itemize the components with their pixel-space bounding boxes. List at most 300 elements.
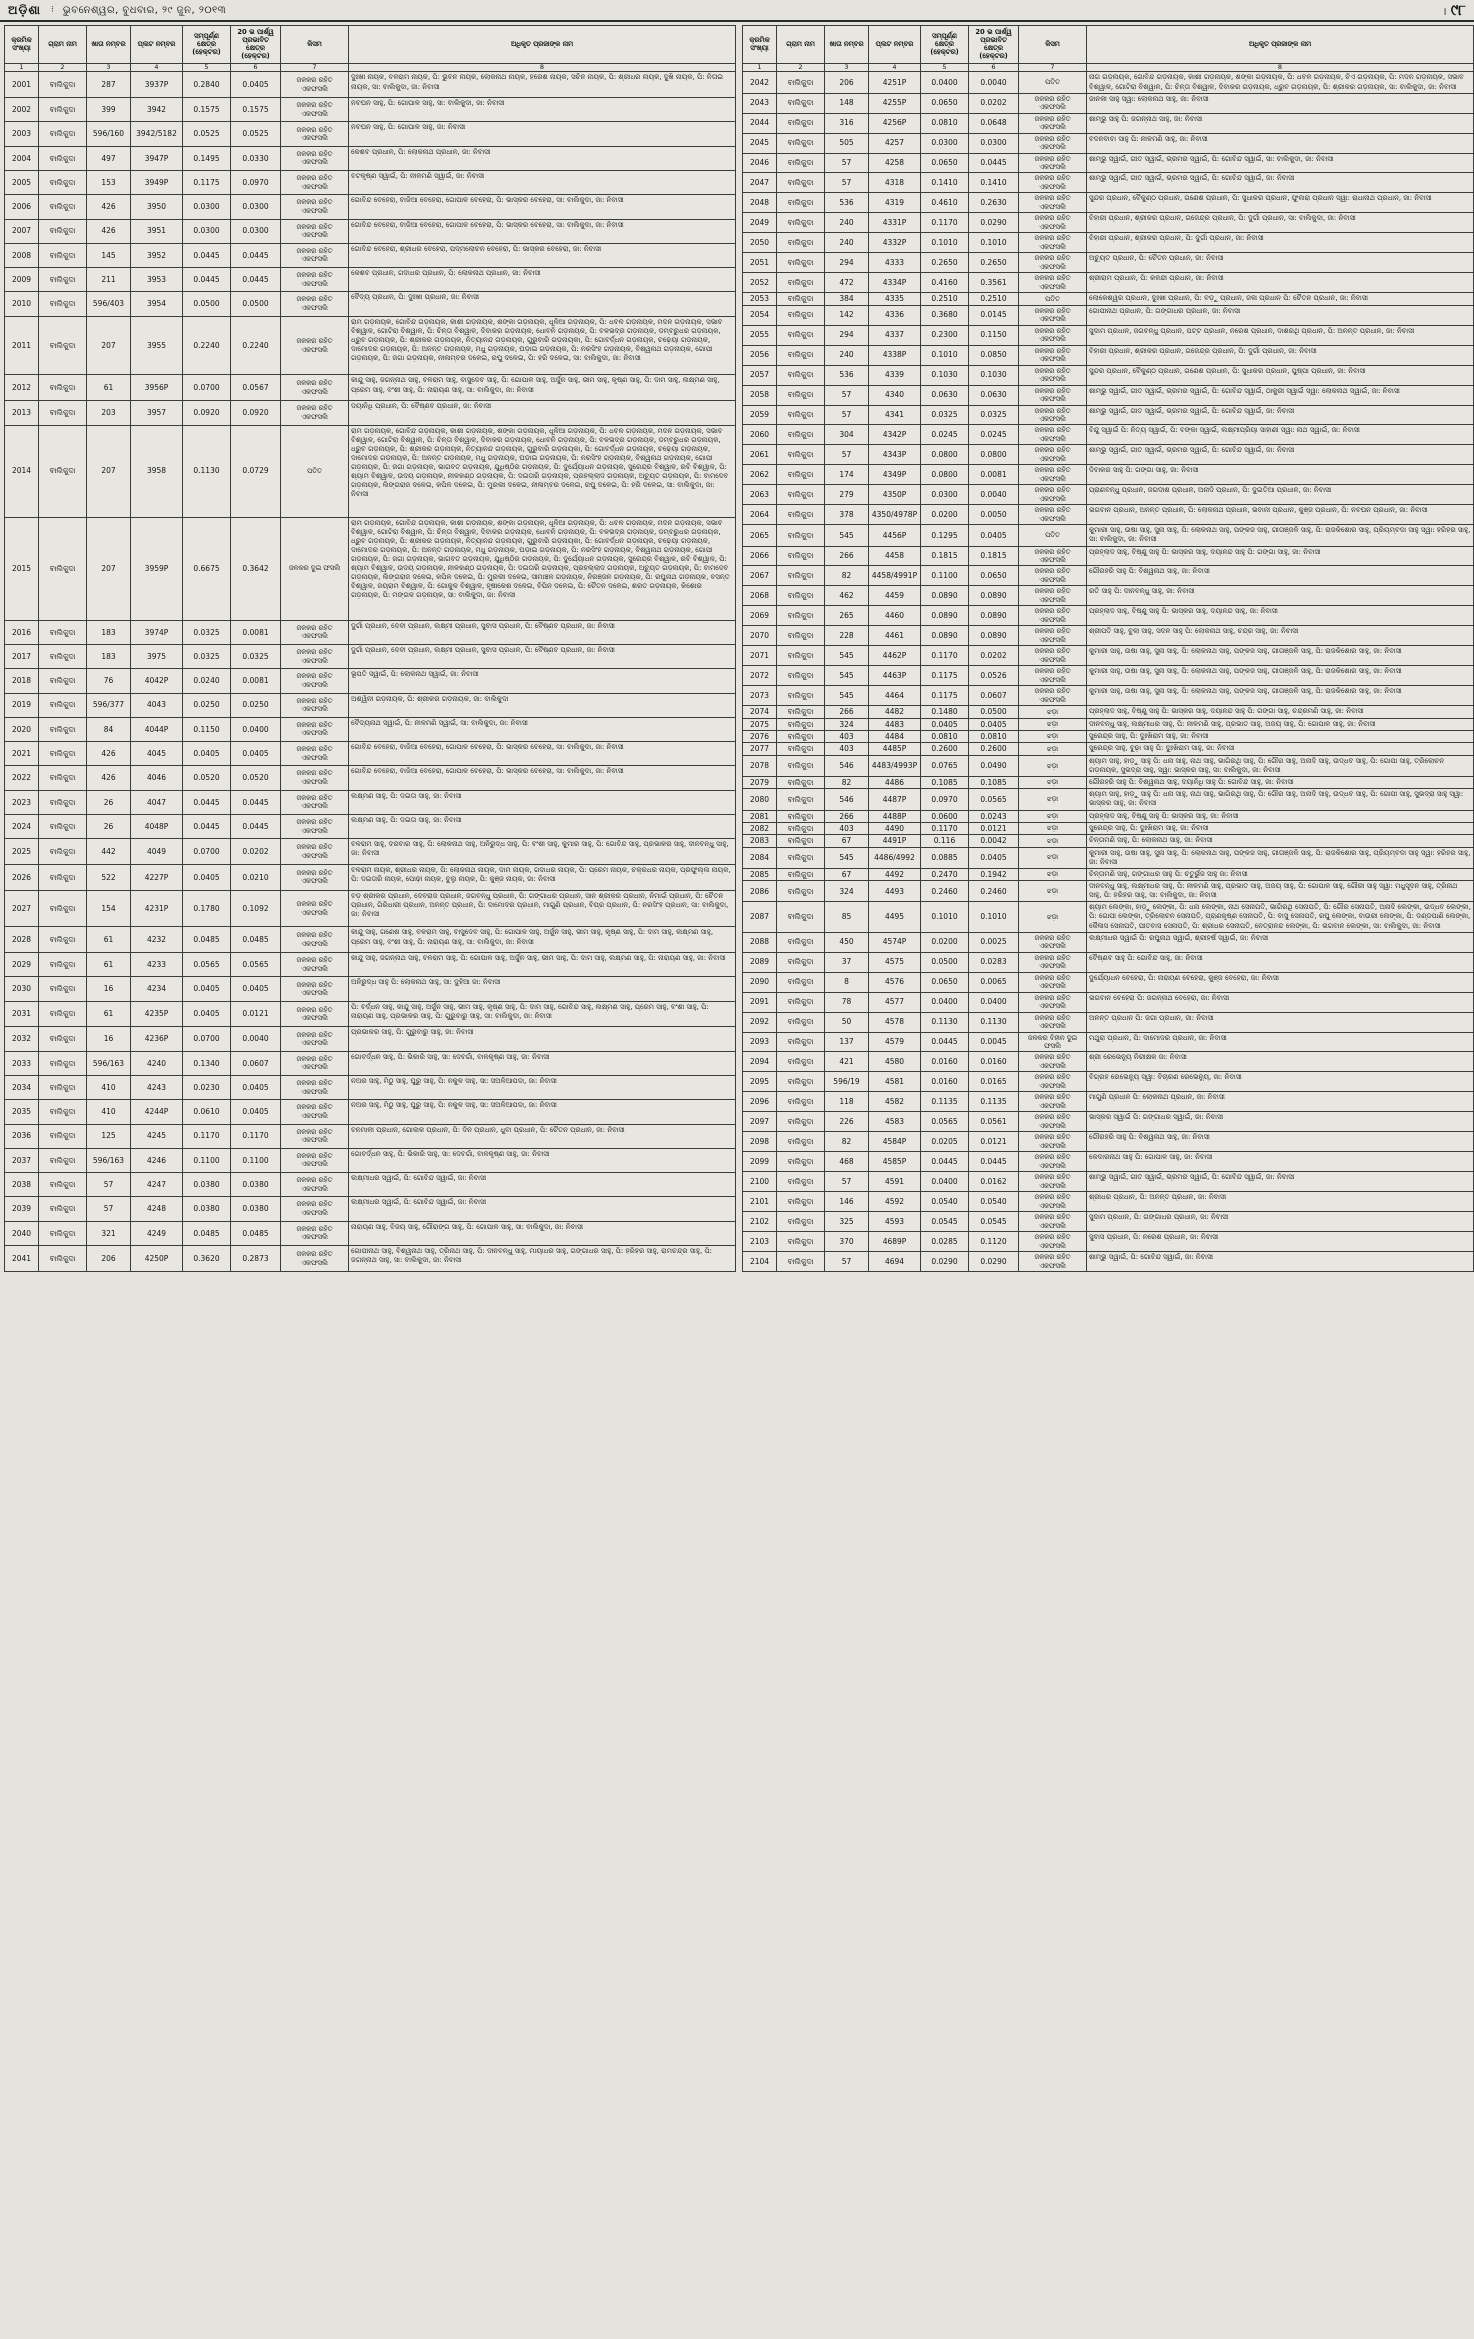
kisam-cell: ଜଳକର ରହିତ ଏକଫସଲି xyxy=(1019,992,1087,1012)
kisam-cell: ଝଡ଼ା xyxy=(1019,822,1087,834)
khata-number-cell: 545 xyxy=(825,525,869,546)
plot-number-cell: 4458/4991P xyxy=(869,566,921,586)
kisam-cell: ଜଳକର ରହିତ ଏକଫସଲି xyxy=(1019,345,1087,365)
khata-number-cell: 410 xyxy=(87,1076,131,1100)
serial-cell: 2086 xyxy=(743,881,777,902)
table-row xyxy=(5,170,736,194)
plot-number-cell: 4249 xyxy=(131,1221,183,1245)
affected-area-cell: 0.1030 xyxy=(969,365,1019,385)
affected-area-cell: 0.0607 xyxy=(231,1051,281,1075)
column-index: 3 xyxy=(87,63,131,72)
total-area-cell: 0.1175 xyxy=(921,666,969,686)
total-area-cell: 0.1030 xyxy=(921,365,969,385)
serial-cell: 2028 xyxy=(5,927,39,953)
khata-number-cell: 76 xyxy=(87,669,131,693)
khata-number-cell: 61 xyxy=(87,953,131,977)
total-area-cell: 0.2600 xyxy=(921,743,969,755)
total-area-cell: 0.0205 xyxy=(921,1132,969,1152)
table-row xyxy=(5,122,736,146)
table-row xyxy=(743,1212,1474,1232)
tenant-names-cell: ଦୁର୍ଗା ପ୍ରଧାନ, ଦେବୀ ପ୍ରଧାନ, ଲକ୍ଷ୍ମୀ ପ୍ରଧାନ, ସୁବାସ ପ୍ରଧାନ, ପି: ବୈଷ୍ଣବ ପ୍ରଧାନ, ଜା: ନିବାସୀ xyxy=(349,645,736,669)
serial-cell: 2002 xyxy=(5,98,39,122)
affected-area-cell: 0.0045 xyxy=(969,1032,1019,1052)
total-area-cell: 0.0970 xyxy=(921,789,969,810)
tenant-names-cell: ଗୋବର୍ଦ୍ଧନ ସାହୁ, ପି: ଭିକାରି ସାହୁ, ସା: ଦେବଗାଁ, ବାଳକୃଷ୍ଣ ସାହୁ, ଜା: ନିବାସୀ xyxy=(349,1148,736,1172)
serial-cell: 2074 xyxy=(743,706,777,718)
affected-area-cell: 0.1085 xyxy=(969,776,1019,788)
village-cell: ବାଲିକୁଦା xyxy=(39,72,87,98)
village-cell: ବାଲିକୁଦା xyxy=(777,1252,825,1272)
kisam-cell: ଜଳକର ରହିତ ଏକଫସଲି xyxy=(1019,465,1087,485)
khata-number-cell: 294 xyxy=(825,325,869,345)
serial-cell: 2100 xyxy=(743,1172,777,1192)
affected-area-cell: 0.0081 xyxy=(231,669,281,693)
serial-cell: 2080 xyxy=(743,789,777,810)
plot-number-cell: 4250P xyxy=(131,1245,183,1271)
tenant-names-cell: ଶ୍ରୀରାମ ପ୍ରଧାନ, ପି: କଳନ୍ଦୀ ପ୍ରଧାନ, ଜା: ନିବାସୀ xyxy=(1087,273,1474,293)
total-area-cell: 0.0300 xyxy=(921,485,969,505)
village-cell: ବାଲିକୁଦା xyxy=(777,822,825,834)
khata-number-cell: 410 xyxy=(87,1100,131,1124)
total-area-cell: 0.2460 xyxy=(921,881,969,902)
total-area-cell: 0.1480 xyxy=(921,706,969,718)
total-area-cell: 0.1340 xyxy=(183,1051,231,1075)
village-cell: ବାଲିକୁଦା xyxy=(39,1051,87,1075)
kisam-cell: ଜଳକର ରହିତ ଏକଫସଲି xyxy=(1019,1052,1087,1072)
tenant-names-cell: ଶାମ୍ଭୁ ସ୍ୱାଇଁ, ଗୀତ ସ୍ୱାଇଁ, ଭ୍ରମର ସ୍ୱାଇଁ, ପି: ଗୋବିନ୍ଦ ସ୍ୱାଇଁ, ଜା: ନିବାସୀ xyxy=(1087,405,1474,425)
plot-number-cell: 4247 xyxy=(131,1173,183,1197)
table-row xyxy=(5,864,736,890)
total-area-cell: 0.2470 xyxy=(921,868,969,880)
table-row xyxy=(5,195,736,219)
serial-cell: 2058 xyxy=(743,385,777,405)
kisam-cell: ଜଳକର ରହିତ ଏକଫସଲି xyxy=(281,1076,349,1100)
affected-area-cell: 0.0520 xyxy=(231,766,281,790)
khata-number-cell: 378 xyxy=(825,505,869,525)
tenant-names-cell: ଦୀନବନ୍ଧୁ ସାହୁ, ଲକ୍ଷ୍ମୀଧର ସାହୁ, ପି: ନୀଳମଣି ସାହୁ, ପ୍ରଭାତ ସାହୁ, ଅଜୟ ସାହୁ, ପି: ଗୋପାଳ ସାହୁ, ଜା: ନିବାସୀ xyxy=(1087,718,1474,730)
table-row xyxy=(743,253,1474,273)
kisam-cell: ଜଳକର ରହିତ ଏକଫସଲି xyxy=(1019,972,1087,992)
tenant-names-cell: ଶ୍ୟାମ ସାହୁ, ହାଡ଼ୁ ସାହୁ ପି: ଧନା ସାହୁ, ନାଥ ସାହୁ, ଭାଗିରଥି ସାହୁ, ପି: ଗୌର ସାହୁ, ଅନାଦି ସାହୁ, ଉଦ୍ଧବ ସାହୁ, ପି: ଗୋପୀ ସାହୁ, ତ୍ରିଲୋଚନ ଗଡ଼ନାୟକ, ସୁଭଦ୍ରା ସାହୁ, ସ୍ୱା: ଭାସ୍କର ସାହୁ, ସା: ବାଲିକୁଦା, ଜା: ନିବାସୀ xyxy=(1087,755,1474,776)
plot-number-cell: 4492 xyxy=(869,868,921,880)
table-row xyxy=(743,405,1474,425)
affected-area-cell: 0.0243 xyxy=(969,810,1019,822)
plot-number-cell: 3955 xyxy=(131,316,183,375)
plot-number-cell: 4485P xyxy=(869,743,921,755)
table-row xyxy=(5,1197,736,1221)
khata-number-cell: 26 xyxy=(87,790,131,814)
khata-number-cell: 324 xyxy=(825,718,869,730)
tenant-names-cell: ଶାମ୍ଭୁ ସ୍ୱାଇଁ, ଗୀତ ସ୍ୱାଇଁ, ଭ୍ରମର ସ୍ୱାଇଁ, ପି: ଗୋବିନ୍ଦ ସ୍ୱାଇଁ, ଜା: ନିବାସୀ xyxy=(1087,1172,1474,1192)
khata-number-cell: 403 xyxy=(825,743,869,755)
khata-number-cell: 279 xyxy=(825,485,869,505)
table-row xyxy=(743,305,1474,325)
village-cell: ବାଲିକୁଦା xyxy=(777,992,825,1012)
kisam-cell: ଜଳକର ଦୁଇ ଫସଲି xyxy=(281,517,349,620)
tenant-names-cell: ଅଶ୍ୱିନୀ ଗଡ଼ନାୟକ, ପି: ଶ୍ରୀକର ଗଡ଼ନାୟକ, ଜା: ବାଲିକୁଦା xyxy=(349,693,736,717)
table-row xyxy=(5,98,736,122)
khata-number-cell: 82 xyxy=(825,1132,869,1152)
serial-cell: 2084 xyxy=(743,847,777,868)
column-header: ଅଧିକୃତ ପ୍ରଜାଙ୍କ ନାମ xyxy=(1087,26,1474,64)
affected-area-cell: 0.2873 xyxy=(231,1245,281,1271)
table-row xyxy=(5,243,736,267)
serial-cell: 2064 xyxy=(743,505,777,525)
affected-area-cell: 0.0445 xyxy=(969,153,1019,173)
village-cell: ବାଲିକୁଦା xyxy=(39,375,87,401)
table-row xyxy=(743,505,1474,525)
total-area-cell: 0.0540 xyxy=(921,1192,969,1212)
plot-number-cell: 3956P xyxy=(131,375,183,401)
serial-cell: 2042 xyxy=(743,72,777,93)
tenant-names-cell: ରାମ ଗଡ଼ନାୟକ, ଗୋବିନ୍ଦ ଗଡ଼ନାୟକ, କାଶୀ ଗଡ଼ନାୟକ, ଶଙ୍କା ଗଡ଼ନାୟକ, ଧୂଳିଆ ଗଡ଼ନାୟକ, ପି: ଧବଳ ଗଡ଼ନାୟକ, ମଦନ ଗଡ଼ନାୟକ, ସଭାବ ବିଶ୍ୱାଳ, ଗୋଟିରା ବିଶ୍ୱାଳ, ପି: ଚିନ୍ତା ବିଶ୍ୱାଳ, ଦିବାକର ଗଡ଼ନାୟକ, ଧୋବନି ଗଡ଼ନାୟକ, ପି: ବଳଭଦ୍ର ଗଡ଼ନାୟକ, ଡମ୍ବରୁଧର ଗଡ଼ନାୟକ, ଧ୍ରୁବ ଗଡ଼ନାୟକ, ପି: ଶ୍ରୀକର ଗଡ଼ନାୟକ, ନିତ୍ୟାନନ୍ଦ ଗଡ଼ନାୟକ, ଗୁରୁବାରି ଗଡ଼ନାୟକା, ପି: ଗୋବର୍ଦ୍ଧନ ଗଡ଼ନାୟକ, ଚଢ଼େୟା ଗଡ଼ନାୟକ, ଦାମୋଦର ଗଡ଼ନାୟକ, ପି: ଅନନ୍ତ ଗଡ଼ନାୟକ, ମଧୁ ଗଡ଼ନାୟକ, ଘଡ଼ାଇ ଗଡ଼ନାୟକ, ପି: ନରସିଂହ ଗଡ଼ନାୟକ, ବିଶ୍ୱନାଥ ଗଡ଼ନାୟକ, ଗୋପୀ ଗଡ଼ନାୟକ, ପି: ଜଗା ଗଡ଼ନାୟକ, ନୀଳାମ୍ବର ଦଳେଇ, ରଘୁ ଦଳେଇ, ପି: ହରି ଦଳେଇ, ସା: ବାଲିକୁଦା, ଜା: ନିବାସୀ xyxy=(349,316,736,375)
plot-number-cell: 4340 xyxy=(869,385,921,405)
plot-number-cell: 4593 xyxy=(869,1212,921,1232)
village-cell: ବାଲିକୁଦା xyxy=(777,153,825,173)
table-row xyxy=(743,425,1474,445)
affected-area-cell: 0.0081 xyxy=(969,465,1019,485)
khata-number-cell: 78 xyxy=(825,992,869,1012)
tenant-names-cell: ଶାମ୍ଭୁ ସ୍ୱାଇଁ, ପି: ଗୋବିନ୍ଦ ସ୍ୱାଇଁ, ଜା: ନିବାସୀ xyxy=(1087,1252,1474,1272)
total-area-cell: 0.0245 xyxy=(921,425,969,445)
table-row xyxy=(743,546,1474,566)
kisam-cell: ଝଡ଼ା xyxy=(1019,868,1087,880)
plot-number-cell: 4463P xyxy=(869,666,921,686)
village-cell: ବାଲିକୁଦା xyxy=(39,953,87,977)
tenant-names-cell: ଗୋବର୍ଦ୍ଧନ ସାହୁ, ପି: ଭିକାରି ସାହୁ, ସା: ଦେବଗାଁ, ବାଳକୃଷ୍ଣ ସାହୁ, ଜା: ନିବାସୀ xyxy=(349,1051,736,1075)
village-cell: ବାଲିକୁଦା xyxy=(777,505,825,525)
total-area-cell: 0.0250 xyxy=(183,693,231,717)
kisam-cell: ଜଳକର ରହିତ ଏକଫସଲି xyxy=(1019,325,1087,345)
tenant-names-cell: ଚିନ୍ତାମଣି ସାହୁ, ପି: ଲୋକନାଥ ସାହୁ, ଜା: ନିବାସୀ xyxy=(1087,835,1474,847)
column-index: 4 xyxy=(131,63,183,72)
total-area-cell: 0.0890 xyxy=(921,626,969,646)
village-cell: ବାଲିକୁଦା xyxy=(777,193,825,213)
total-area-cell: 0.1170 xyxy=(921,822,969,834)
column-header: 20 ଭ ପାର୍ଶ୍ୱ ପ୍ରଭାବିତ କ୍ଷେତ୍ର (ହେକ୍ଟର) xyxy=(231,26,281,64)
table-row xyxy=(5,425,736,517)
table-row xyxy=(743,992,1474,1012)
affected-area-cell: 0.0405 xyxy=(231,742,281,766)
village-cell: ବାଲିକୁଦା xyxy=(39,839,87,865)
serial-cell: 2093 xyxy=(743,1032,777,1052)
plot-number-cell: 4318 xyxy=(869,173,921,193)
affected-area-cell: 0.0920 xyxy=(231,401,281,425)
total-area-cell: 0.0405 xyxy=(921,718,969,730)
plot-number-cell: 3942 xyxy=(131,98,183,122)
tenant-names-cell: ନବଘନ ସାହୁ, ପି: ଗୋପାଳ ସାହୁ, ଜା: ନିବାସୀ xyxy=(349,122,736,146)
kisam-cell: ଜଳକର ରହିତ ଏକଫସଲି xyxy=(281,375,349,401)
kisam-cell: ପତିତ xyxy=(1019,72,1087,93)
affected-area-cell: 0.0630 xyxy=(969,385,1019,405)
serial-cell: 2097 xyxy=(743,1112,777,1132)
table-row xyxy=(5,1076,736,1100)
serial-cell: 2001 xyxy=(5,72,39,98)
serial-cell: 2073 xyxy=(743,686,777,706)
total-area-cell: 0.0700 xyxy=(183,839,231,865)
plot-number-cell: 3954 xyxy=(131,292,183,316)
khata-number-cell: 16 xyxy=(87,977,131,1001)
village-cell: ବାଲିକୁଦା xyxy=(39,1076,87,1100)
khata-number-cell: 399 xyxy=(87,98,131,122)
tenant-names-cell: ସୁନ୍ଦର ପ୍ରଧାନ, ବୈକୁଣ୍ଠ ପ୍ରଧାନ, ଗଣେଶ ପ୍ରଧାନ, ପି: ସୁଧାକର ପ୍ରଧାନ, ଫୁଲରା ପ୍ରଧାନ ସ୍ୱା: ରାଧାନାଥ ପ୍ରଧାନ, ଜା: ନିବାସୀ xyxy=(1087,193,1474,213)
village-cell: ବାଲିକୁଦା xyxy=(39,1197,87,1221)
table-row xyxy=(743,822,1474,834)
serial-cell: 2011 xyxy=(5,316,39,375)
table-body-left xyxy=(5,72,736,1272)
kisam-cell: ଝଡ଼ା xyxy=(1019,810,1087,822)
table-row xyxy=(5,814,736,838)
serial-cell: 2095 xyxy=(743,1072,777,1092)
serial-cell: 2019 xyxy=(5,693,39,717)
village-cell: ବାଲିକୁଦା xyxy=(777,972,825,992)
village-cell: ବାଲିକୁଦା xyxy=(39,1245,87,1271)
plot-number-cell: 4694 xyxy=(869,1252,921,1272)
kisam-cell: ଝଡ଼ା xyxy=(1019,847,1087,868)
tenant-names-cell: କାନ୍ଦୁ ସାହୁ, ଗଣେଶ ସାହୁ, ବଳରାମ ସାହୁ, ବାସୁଦେବ ସାହୁ, ପି: ଗୋପାଳ ସାହୁ, ଅର୍ଜୁନ ସାହୁ, ଭୀମ ସାହୁ, କୃଷ୍ଣ ସାହୁ, ପି: ଦାମ ସାହୁ, ଲକ୍ଷ୍ମଣ ସାହୁ, ପ୍ରେମ ସାହୁ, ବଂଶୀ ସାହୁ, ପି: ନାରାୟଣ ସାହୁ, ସା: ବାଲିକୁଦା, ଜା: ନିବାସୀ xyxy=(349,927,736,953)
table-row xyxy=(5,790,736,814)
table-body-right xyxy=(743,72,1474,1272)
affected-area-cell: 0.0162 xyxy=(969,1172,1019,1192)
khata-number-cell: 153 xyxy=(87,170,131,194)
total-area-cell: 0.0700 xyxy=(183,375,231,401)
affected-area-cell: 0.0405 xyxy=(969,525,1019,546)
kisam-cell: ଜଳକର ରହିତ ଏକଫସଲି xyxy=(1019,113,1087,133)
plot-number-cell: 4334P xyxy=(869,273,921,293)
tenant-names-cell: କୁମାରୀ ସାହୁ, ଉଷା ସାହୁ, ସୁନା ସାହୁ, ପି: ଲୋକନାଥ ସାହୁ, ପଙ୍କଜ ସାହୁ, ଗୀତାଞ୍ଜଳି ସାହୁ, ପି: ରାଜକିଶୋର ସାହୁ, ଜା: ନିବାସୀ xyxy=(1087,666,1474,686)
kisam-cell: ଜଳକର ରହିତ ଏକଫସଲି xyxy=(1019,586,1087,606)
tenant-names-cell: ପ୍ରହ୍ଲାଦ ସାହୁ, ବିଷ୍ଣୁ ସାହୁ ପି: ଭାସ୍କର ସାହୁ, ଦୟାନନ୍ଦ ସାହୁ ପି: ଗଙ୍ଗା ସାହୁ, ଚନ୍ଦ୍ରମଣି ସାହୁ, ଜା: ନିବାସୀ xyxy=(1087,706,1474,718)
serial-cell: 2063 xyxy=(743,485,777,505)
kisam-cell: ଜଳକର ରହିତ ଏକଫସଲି xyxy=(281,693,349,717)
masthead-title: ଅଡ଼ିଶା xyxy=(8,2,42,17)
serial-cell: 2082 xyxy=(743,822,777,834)
kisam-cell: ଜଳକର ରହିତ ଏକଫସଲି xyxy=(281,864,349,890)
table-row xyxy=(743,881,1474,902)
serial-cell: 2070 xyxy=(743,626,777,646)
table-row xyxy=(743,586,1474,606)
khata-number-cell: 545 xyxy=(825,646,869,666)
village-cell: ବାଲିକୁଦା xyxy=(777,445,825,465)
tenant-names-cell: ନାରାୟଣ ସାହୁ, ବିଜୟ ସାହୁ, ଗୌରାଙ୍ଗ ସାହୁ, ପି: ଗୋପାଳ ସାହୁ, ସା: ବାଲିକୁଦା, ଜା: ନିବାସୀ xyxy=(349,1221,736,1245)
village-cell: ବାଲିକୁଦା xyxy=(777,835,825,847)
plot-number-cell: 4341 xyxy=(869,405,921,425)
khata-number-cell: 421 xyxy=(825,1052,869,1072)
tenant-names-cell: ବୈଦ୍ୟ ପ୍ରଧାନ, ପି: ଦୁଃଖୀ ପ୍ରଧାନ, ଜା: ନିବାସୀ xyxy=(349,292,736,316)
table-row xyxy=(743,902,1474,932)
total-area-cell: 0.1495 xyxy=(183,146,231,170)
total-area-cell: 0.116 xyxy=(921,835,969,847)
kisam-cell: ଜଳକର ରହିତ ଏକଫସଲି xyxy=(281,742,349,766)
table-row xyxy=(743,972,1474,992)
serial-cell: 2039 xyxy=(5,1197,39,1221)
kisam-cell: ଜଳକର ରହିତ ଏକଫସଲି xyxy=(1019,1132,1087,1152)
affected-area-cell: 0.0025 xyxy=(969,932,1019,952)
table-row xyxy=(5,219,736,243)
table-row xyxy=(743,1232,1474,1252)
plot-number-cell: 4048P xyxy=(131,814,183,838)
table-row xyxy=(743,932,1474,952)
tenant-names-cell: ବିନ୍ଦୁ ସ୍ୱାଇଁ ପି: ନିତ୍ୟ ସ୍ୱାଇଁ, ପି: ବଙ୍କା ସ୍ୱାଇଁ, ଲକ୍ଷ୍ମୀପ୍ରିୟା ସାହାଣୀ ସ୍ୱା: ନାଥ ସ୍ୱାଇଁ, ଜା: ନିବାସୀ xyxy=(1087,425,1474,445)
table-row xyxy=(743,743,1474,755)
plot-number-cell: 4337 xyxy=(869,325,921,345)
serial-cell: 2020 xyxy=(5,717,39,741)
total-area-cell: 0.0610 xyxy=(183,1100,231,1124)
table-row xyxy=(5,620,736,644)
tenant-names-cell: ବଡ଼ ଶ୍ରୀକର ପ୍ରଧାନ, ଦେବରାଜ ପ୍ରଧାନ, ଜଗବନ୍ଧୁ ପ୍ରଧାନ, ପି: ଗଙ୍ଗାଧର ପ୍ରଧାନ, ସାନ ଶ୍ରୀକର ପ୍ରଧାନ, ନିମାଇଁ ପ୍ରଧାନ, ପି: ଚୈତନ ପ୍ରଧାନ, ଗିରିଧାରୀ ପ୍ରଧାନ, ଅନନ୍ତ ପ୍ରଧାନ, ପି: ଦାମୋଦର ପ୍ରଧାନ, ମାଗୁଣି ପ୍ରଧାନ, ବିପ୍ର ପ୍ରଧାନ, ପି: ନରସିଂହ ପ୍ରଧାନ, ସା: ବାଲିକୁଦା, ଜା: ନିବାସୀ xyxy=(349,890,736,927)
khata-number-cell: 82 xyxy=(825,566,869,586)
affected-area-cell: 0.1010 xyxy=(969,902,1019,932)
affected-area-cell: 0.0405 xyxy=(231,1100,281,1124)
tenant-names-cell: କୁମାରୀ ସାହୁ, ଉଷା ସାହୁ, ସୁନା ସାହୁ, ପି: ଲୋକନାଥ ସାହୁ, ପଙ୍କଜ ସାହୁ, ଗୀତାଞ୍ଜଳି ସାହୁ, ପି: ରାଜକିଶୋର ସାହୁ, ଜା: ନିବାସୀ xyxy=(1087,646,1474,666)
tenant-names-cell: ଶାମ୍ଭୁ ସ୍ୱାଇଁ, ଗୀତ ସ୍ୱାଇଁ, ଭ୍ରମର ସ୍ୱାଇଁ, ପି: ଗୋବିନ୍ଦ ସ୍ୱାଇଁ, ସା: ବାଲିକୁଦା, ଜା: ନିବାସୀ xyxy=(1087,153,1474,173)
kisam-cell: ଝଡ଼ା xyxy=(1019,835,1087,847)
village-cell: ବାଲିକୁଦା xyxy=(777,881,825,902)
tenant-names-cell: ପ୍ରହ୍ଲାଦ ସାହୁ, ବିଷ୍ଣୁ ସାହୁ ପି: ଭାସ୍କର ସାହୁ, ଦୟାନନ୍ଦ ସାହୁ ପି: ଗଙ୍ଗା ସାହୁ, ଜା: ନିବାସୀ xyxy=(1087,546,1474,566)
plot-number-cell: 4576 xyxy=(869,972,921,992)
village-cell: ବାଲିକୁଦା xyxy=(39,401,87,425)
plot-number-cell: 3937P xyxy=(131,72,183,98)
kisam-cell: ଝଡ଼ା xyxy=(1019,776,1087,788)
table-row xyxy=(743,1112,1474,1132)
plot-number-cell: 4043 xyxy=(131,693,183,717)
tenant-names-cell: ଶ୍ୟାମ ଲେଙ୍କା, ହାଡ଼ୁ ଲେଙ୍କା, ପି: ଧନା ଲେଙ୍କା, ନାଥ ସେନାପତି, ଭାଗିରଥି ସେନାପତି, ପି: ଗୌର ସେନାପତି, ଅନାଦି ଲେଙ୍କା, ଉଦ୍ଧବ ଲେଙ୍କା, ପି: ଗୋପୀ ଲେଙ୍କା, ତ୍ରିଲୋଚନ ସେନାପତି, ପ୍ରାଣକୃଷ୍ଣ ସେନାପତି, ପି: ବାସୁ ସେନାପତି, ରଘୁ ଲେଙ୍କା, ବାଉରୀ ଲେଙ୍କା, ପି: ଦଣ୍ଡପାଣି ଲେଙ୍କା, କୈଳାସ ସେନାପତି, ପୀତବାସ ସେନାପତି, ପି: ଶ୍ରୀଧର ସେନାପତି, ନେତ୍ରାନନ୍ଦ ଲେଙ୍କା, ପି: ଭଗବାନ ଲେଙ୍କା, ସା: ବାଲିକୁଦା, ଜା: ନିବାସୀ xyxy=(1087,902,1474,932)
tenant-names-cell: ଶ୍ରୀ ରେଭେନ୍ୟୁ ନିରୀକ୍ଷକ ଜା: ନିବାସୀ xyxy=(1087,1052,1474,1072)
affected-area-cell: 0.0607 xyxy=(969,686,1019,706)
plot-number-cell: 4584P xyxy=(869,1132,921,1152)
affected-area-cell: 0.0485 xyxy=(231,1221,281,1245)
village-cell: ବାଲିକୁଦା xyxy=(39,517,87,620)
serial-cell: 2075 xyxy=(743,718,777,730)
plot-number-cell: 4579 xyxy=(869,1032,921,1052)
plot-number-cell: 3952 xyxy=(131,243,183,267)
table-row xyxy=(5,292,736,316)
khata-number-cell: 203 xyxy=(87,401,131,425)
plot-number-cell: 4042P xyxy=(131,669,183,693)
khata-number-cell: 266 xyxy=(825,706,869,718)
plot-number-cell: 4350/4978P xyxy=(869,505,921,525)
total-area-cell: 0.0445 xyxy=(183,268,231,292)
total-area-cell: 0.0400 xyxy=(921,72,969,93)
plot-number-cell: 3947P xyxy=(131,146,183,170)
plot-number-cell: 4251P xyxy=(869,72,921,93)
table-row xyxy=(743,1252,1474,1272)
village-cell: ବାଲିକୁଦା xyxy=(777,952,825,972)
village-cell: ବାଲିକୁଦା xyxy=(777,1072,825,1092)
table-header-left xyxy=(5,26,736,72)
total-area-cell: 0.0400 xyxy=(921,1172,969,1192)
affected-area-cell: 0.0121 xyxy=(231,1001,281,1027)
affected-area-cell: 0.0202 xyxy=(231,839,281,865)
affected-area-cell: 0.0500 xyxy=(969,706,1019,718)
table-row xyxy=(5,146,736,170)
village-cell: ବାଲିକୁଦା xyxy=(39,693,87,717)
village-cell: ବାଲିକୁଦା xyxy=(39,717,87,741)
total-area-cell: 0.0400 xyxy=(921,992,969,1012)
affected-area-cell: 0.0405 xyxy=(231,977,281,1001)
serial-cell: 2040 xyxy=(5,1221,39,1245)
kisam-cell: ଜଳକର ରହିତ ଏକଫସଲି xyxy=(1019,273,1087,293)
affected-area-cell: 0.0800 xyxy=(969,445,1019,465)
tenant-names-cell: ଲକ୍ଷ୍ମଣ ସାହୁ, ପି: ଦଇତା ସାହୁ, ଜା: ନିବାସୀ xyxy=(349,814,736,838)
khata-number-cell: 596/160 xyxy=(87,122,131,146)
village-cell: ବାଲିକୁଦା xyxy=(39,669,87,693)
plot-number-cell: 4581 xyxy=(869,1072,921,1092)
affected-area-cell: 0.0650 xyxy=(969,566,1019,586)
village-cell: ବାଲିକୁଦା xyxy=(777,789,825,810)
village-cell: ବାଲିକୁଦା xyxy=(777,566,825,586)
plot-number-cell: 3975 xyxy=(131,645,183,669)
total-area-cell: 0.0565 xyxy=(921,1112,969,1132)
table-row xyxy=(743,1172,1474,1192)
serial-cell: 2072 xyxy=(743,666,777,686)
kisam-cell: ଝଡ଼ା xyxy=(1019,731,1087,743)
table-row xyxy=(5,742,736,766)
tenant-names-cell: ଅନିରୁଦ୍ଧ ସାହୁ ପି: ଲୋକନାଥ ସାହୁ, ସା: ଦୁହିଆ ଜା: ନିବାସୀ xyxy=(349,977,736,1001)
khata-number-cell: 57 xyxy=(825,1252,869,1272)
column-index: 5 xyxy=(183,63,231,72)
kisam-cell: ଜଳକର ରହିତ ଏକଫସଲି xyxy=(281,195,349,219)
khata-number-cell: 497 xyxy=(87,146,131,170)
village-cell: ବାଲିକୁଦା xyxy=(777,133,825,153)
khata-number-cell: 228 xyxy=(825,626,869,646)
serial-cell: 2038 xyxy=(5,1173,39,1197)
table-row xyxy=(743,789,1474,810)
land-records-table-right xyxy=(742,25,1474,1272)
affected-area-cell: 0.0290 xyxy=(969,213,1019,233)
affected-area-cell: 0.0405 xyxy=(231,1076,281,1100)
plot-number-cell: 4493 xyxy=(869,881,921,902)
total-area-cell: 0.0485 xyxy=(183,927,231,953)
table-row xyxy=(743,718,1474,730)
village-cell: ବାଲିକୁଦା xyxy=(777,345,825,365)
column-header: ଖାତା ନମ୍ବର xyxy=(87,26,131,64)
tenant-names-cell: ଗୋବିନ୍ଦ ବେହେରା, ବାଜିଆ ବେହେରା, ଗୋପାଳ ବେହେରା, ପି: ଭାସ୍କର ବେହେରା, ସା: ବାଲିକୁଦା, ଜା: ନିବାସୀ xyxy=(349,766,736,790)
tenant-names-cell: କାନ୍ଦୁ ସାହୁ, ଜଗନ୍ନାଥ ସାହୁ, ବଳରାମ ସାହୁ, ବାସୁଦେବ ସାହୁ, ପି: ଗୋପାଳ ସାହୁ, ଅର୍ଜୁନ ସାହୁ, ଭୀମ ସାହୁ, କୃଷ୍ଣ ସାହୁ, ପି: ଦାମ ସାହୁ, ଲକ୍ଷ୍ମଣ ସାହୁ, ପ୍ରେମ ସାହୁ, ବଂଶୀ ସାହୁ, ପି: ନାରାୟଣ ସାହୁ, ସା: ବାଲିକୁଦା, ଜା: ନିବାସୀ xyxy=(349,375,736,401)
khata-number-cell: 145 xyxy=(87,243,131,267)
serial-cell: 2092 xyxy=(743,1012,777,1032)
total-area-cell: 0.3620 xyxy=(183,1245,231,1271)
serial-cell: 2035 xyxy=(5,1100,39,1124)
serial-cell: 2024 xyxy=(5,814,39,838)
tenant-names-cell: ବଦନବାବା ସାହୁ ପି: ନୀଳମଣି ସାହୁ, ଜା: ନିବାସୀ xyxy=(1087,133,1474,153)
khata-number-cell: 325 xyxy=(825,1212,869,1232)
total-area-cell: 0.0200 xyxy=(921,505,969,525)
plot-number-cell: 4338P xyxy=(869,345,921,365)
plot-number-cell: 4486/4992 xyxy=(869,847,921,868)
serial-cell: 2062 xyxy=(743,465,777,485)
khata-number-cell: 61 xyxy=(87,1001,131,1027)
table-row xyxy=(743,952,1474,972)
tenant-names-cell: ନଅର ସାହୁ, ମିଠୁ ସାହୁ, ଘୁରୁ ସାହୁ, ପି: ନକୁଳ ସାହୁ, ସା: ସଅଳିଆପଦା, ଜା: ନିବାସୀ xyxy=(349,1100,736,1124)
table-row xyxy=(743,153,1474,173)
plot-number-cell: 4255P xyxy=(869,93,921,113)
tenant-names-cell: ପି: ବର୍ଦ୍ଧନ ସାହୁ, କାନ୍ଦୁ ସାହୁ, ଅର୍ଜୁନ ସାହୁ, ଭୀମ ସାହୁ, କୃଷ୍ଣ ସାହୁ, ପି: ଦାମ ସାହୁ, ଗୋବିନ୍ଦ ସାହୁ, ଲକ୍ଷ୍ମଣ ସାହୁ, ପ୍ରେମ ସାହୁ, ବଂଶୀ ସାହୁ, ପି: ନାରାୟଣ ସାହୁ, ପ୍ରଭାକର ସାହୁ, ପି: ଗୁରୁବାରୁ ସାହୁ, ସା: ବାଲିକୁଦା, ଜା: ନିବାସୀ xyxy=(349,1001,736,1027)
plot-number-cell: 4483/4993P xyxy=(869,755,921,776)
affected-area-cell: 0.0405 xyxy=(969,847,1019,868)
affected-area-cell: 0.0040 xyxy=(231,1027,281,1051)
affected-area-cell: 0.0300 xyxy=(969,133,1019,153)
kisam-cell: ଜଳକର ରହିତ ଏକଫସଲି xyxy=(1019,952,1087,972)
village-cell: ବାଲିକୁଦା xyxy=(777,425,825,445)
plot-number-cell: 4456P xyxy=(869,525,921,546)
kisam-cell: ଜଳକର ରହିତ ଏକଫସଲି xyxy=(281,1221,349,1245)
table-row xyxy=(5,890,736,927)
plot-number-cell: 3949P xyxy=(131,170,183,194)
affected-area-cell: 0.0729 xyxy=(231,425,281,517)
affected-area-cell: 0.1100 xyxy=(231,1148,281,1172)
tenant-names-cell: ଚିନ୍ତାମଣି ସାହୁ, ଗଙ୍ଗାଧର ସାହୁ ପି: ଚତୁର୍ଭୁଜ ସାହୁ ଜା: ନିବାସୀ xyxy=(1087,868,1474,880)
